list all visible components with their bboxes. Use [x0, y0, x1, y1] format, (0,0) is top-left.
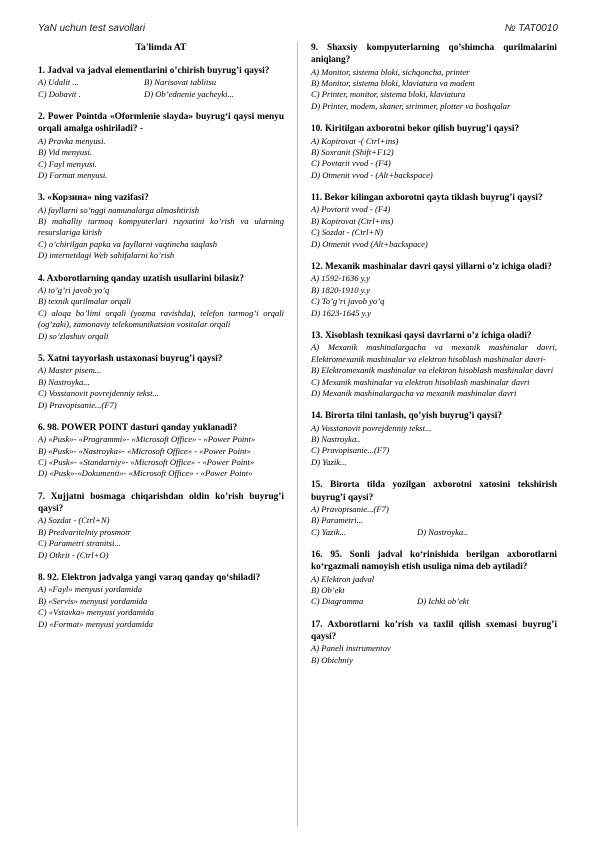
answer-option: D) Mexanik mashinalargacha va mexanik mashinalar davri [311, 387, 517, 398]
answer-option: C) Pravopisanie...(F7) [311, 445, 390, 456]
question-block [38, 572, 284, 630]
answer-option: A) Vosstanovit povrejdenniy tekst... [311, 422, 432, 433]
answer-option: B) Ob’ekt [311, 585, 345, 596]
question-text: 11. Bekor kilingan axborotni qayta tiklash buyrug’i qaysi? [311, 193, 543, 204]
answer-option-row [311, 527, 557, 538]
left-column [38, 42, 284, 641]
question-block [311, 619, 557, 666]
answer-option: D) so’zlashuv orqali [38, 330, 109, 341]
left-question-list [38, 65, 284, 630]
question-block [38, 111, 284, 181]
answer-option: C) aloqa bo’limi orqali (yozma ravishda), telefon tarmog’i orqali (og’zaki), zamonaviy telekomunikatsion vositalar orqali [38, 307, 284, 330]
question-block [38, 65, 284, 100]
answer-option: B) Nastroyka.. [311, 434, 361, 445]
question-text: 14. Birorta tilni tanlash, qo’yish buyrug’i qaysi? [311, 411, 502, 422]
answer-option: C) «Pusk»- «Standarniy»- «Microsoft Office» - «Power Point» [38, 457, 255, 468]
answer-option: B) Monitor, sistema bloki, klaviatura va modem [311, 78, 475, 88]
section-title: Ta'limda AT [135, 42, 187, 53]
question-block [311, 261, 557, 319]
answer-option: C) Dobavit . [38, 88, 81, 99]
question-text: 8. 92. Elektron jadvalga yangi varaq qanday qo‘shiladi? [38, 573, 261, 584]
answer-option: A) Udalit ... [38, 77, 79, 88]
answer-option: B) mahalliy tarmoq kompyuterlari ruyxatini ko’rish va ularning resurslariga kirish [38, 216, 284, 238]
answer-option: D) «Format» menyusi yordamida [38, 618, 153, 629]
answer-option: B) «Pusk»- «Nastroyka»- «Microsoft Office» - «Power Point» [38, 445, 251, 456]
answer-option: C) Printer, monitor, sistema bloki, klaviatura [311, 89, 466, 100]
answer-option: A) Mexanik mashinalargacha va mexanik mashinalar davri, Elektromexanik mashinalar va elektron hisoblash mashinalar davri- [311, 342, 557, 364]
answer-option: B) Vid menyusi. [38, 147, 93, 158]
answer-option: A) to’g’ri javob yo’q [38, 284, 110, 295]
answer-option: C) Diagramma [311, 596, 364, 607]
right-question-list [311, 42, 557, 666]
header-right: № TAT0010 [504, 23, 558, 34]
column-divider [297, 42, 298, 827]
answer-option: A) Kopirovat -( Ctrl+ins) [311, 135, 399, 146]
answer-option: C) o’chirilgan papka va fayllarni vaqtincha saqlash [38, 238, 218, 249]
answer-option-row [38, 77, 284, 88]
answer-option: D) Yazik... [311, 456, 347, 467]
answer-option: B) Obichniy [311, 654, 353, 665]
answer-option: D) «Pusk»-«Dokumenti»- «Microsoft Office» - «Power Point» [38, 468, 253, 479]
answer-option: A) Pravopisanie...(F7) [311, 503, 389, 514]
question-text: 12. Mexanik mashinalar davri qaysi yillarni o’z ichiga oladi? [311, 262, 552, 273]
answer-option: B) «Servis» menyusi yordamida [38, 595, 148, 606]
answer-option: A) Elektron jadval [311, 573, 375, 584]
question-text: 13. Xisoblash texnikasi qaysi davrlarni o’z ichiga oladi? [311, 330, 532, 341]
right-column [311, 42, 557, 677]
question-text: 15. Birorta tilda yozilgan axborotni xatosini tekshirish buyrug’i qaysi? [311, 480, 557, 503]
answer-option: A) Povtorit vvod - (F4) [311, 204, 391, 215]
answer-option: A) Sozdat - (Ctrl+N) [38, 515, 110, 526]
answer-option: C) Povtarit vvod - (F4) [311, 158, 391, 169]
question-text: 2. Power Pointda «Oformlenie slayda» buyrug‘i qaysi menyu orqali amalga oshiriladi? - [38, 112, 284, 135]
answer-option: B) Parametri... [311, 515, 364, 526]
answer-option: B) Soxranit (Shift+F12) [311, 146, 394, 157]
answer-option: A) Paneli instrumentov [311, 643, 391, 654]
answer-option: C) «Vstavka» menyusi yordamida [38, 607, 154, 618]
question-text: 10. Kiritilgan axborotni bekor qilish buyrug’i qaysi? [311, 124, 520, 135]
answer-option: B) Narisovat tablitsu [144, 77, 217, 88]
answer-option: D) Otkrit - (Ctrl+O) [38, 549, 109, 560]
answer-option: B) 1820-1910 y.y [311, 284, 370, 295]
answer-option: D) Otmenit vvod (Alt+backspace) [311, 238, 428, 249]
question-text: 3. «Корзина» ning vazifasi? [38, 193, 149, 204]
answer-option: D) Format menyusi. [38, 169, 108, 180]
question-block [38, 422, 284, 480]
answer-option: C) To’g’ri javob yo’q [311, 296, 385, 307]
question-text: 9. Shaxsiy kompyuterlarning qo’shimcha qurilmalarini aniqlang? [311, 43, 557, 66]
answer-option-row [38, 89, 284, 100]
answer-option: D) 1623-1645 y.y [311, 307, 371, 318]
answer-option: D) Otmenit vvod - (Alt+backspace) [311, 169, 433, 180]
answer-option: D) internetdagi Web sahifalarni ko’rish [38, 250, 175, 261]
question-block [311, 330, 557, 399]
answer-option: C) Parametri stranitsi... [38, 538, 121, 549]
question-text: 4. Axborotlarning qanday uzatish usullarini bilasiz? [38, 273, 244, 284]
answer-option: B) texnik qurilmalar orqali [38, 296, 132, 307]
answer-option: A) «Fayl» menyusi yordamida [38, 584, 142, 595]
answer-option: D) Ob’ednenie yacheyki... [144, 88, 234, 99]
answer-option: B) Nastroyka... [38, 376, 90, 387]
answer-option: A) 1592-1636 y.y [311, 273, 370, 284]
answer-option: C) Mexanik mashinalar va elektron hisoblash mashinalar davri [311, 376, 530, 387]
question-block [311, 192, 557, 250]
header-left: YaN uchun test savollari [38, 23, 146, 34]
question-text: 7. Xujjatni bosmaga chiqarishdan oldin ko’rish buyrug’i qaysi? [38, 491, 284, 515]
answer-option: B) Predvaritelniy prosmotr [38, 526, 131, 537]
answer-option: D) Printer, modem, skaner, strimmer, plotter va boshqalar [311, 100, 511, 111]
answer-option: A) fayllarni so’nggi namunalarga almashtirish [38, 204, 200, 215]
answer-option: C) Fayl menyusi. [38, 158, 97, 169]
question-text: 16. 95. Sonli jadval ko‘rinishida berilgan axborotlarni ko‘rgazmali namoyish etish usuliga nima deb aytiladi? [311, 550, 557, 573]
question-block [311, 479, 557, 538]
question-block [38, 273, 284, 342]
question-text: 17. Axborotlarni ko’rish va taxlil qilish sxemasi buyrug’i qaysi? [311, 619, 557, 643]
answer-option: C) Yazik... [311, 526, 347, 537]
answer-option: B) Elektromexanik mashinalar va elektron hisoblash mashinalar davri [311, 365, 554, 376]
answer-option-row [311, 596, 557, 607]
question-text: 5. Xatni tayyorlash ustaxonasi buyrug’i qaysi? [38, 353, 223, 364]
question-block [38, 192, 284, 261]
question-text: 6. 98. POWER POINT dasturi qanday yuklanadi? [38, 422, 238, 433]
question-block [38, 491, 284, 561]
answer-option: D) Nastroyka.. [417, 526, 468, 537]
answer-option: C) Sozdat - (Ctrl+N) [311, 227, 383, 238]
question-block [311, 123, 557, 181]
question-block [311, 410, 557, 468]
answer-option: A) «Pusk»- «Programmi»- «Microsoft Office» - «Power Point» [38, 434, 256, 445]
question-text: 1. Jadval va jadval elementlarini o’chirish buyrug’i qaysi? [38, 66, 270, 76]
answer-option: A) Monitor, sistema bloki, sichqoncha, printer [311, 66, 470, 77]
answer-option: B) Kopirovat (Ctrl+ins) [311, 215, 394, 226]
answer-option: D) Pravopisanie...(F7) [38, 399, 117, 410]
answer-option: A) Pravka menyusi. [38, 135, 106, 146]
answer-option: A) Master pisem... [38, 365, 102, 376]
question-block [38, 353, 284, 411]
answer-option: D) Ichki ob’ekt [417, 596, 470, 607]
question-block [311, 42, 557, 112]
question-block [311, 549, 557, 608]
answer-option: C) Vosstanovit povrejdenniy tekst... [38, 388, 159, 399]
